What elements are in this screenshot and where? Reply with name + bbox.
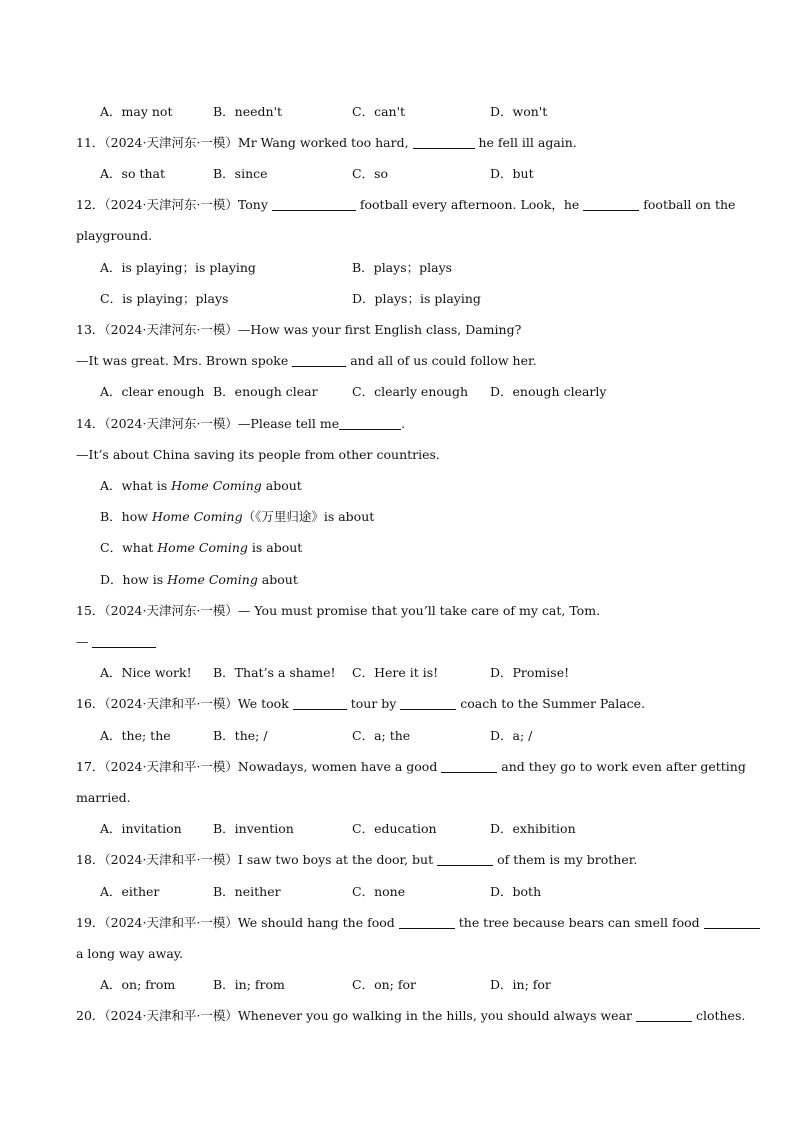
q20-stem bbox=[0, 1006, 794, 1026]
answer-blank bbox=[272, 196, 356, 211]
option-text: is about bbox=[247, 540, 303, 555]
q15-stem-text: 15．（2024·天津河东·一模）— You must promise that you’ll take care of my cat, Tom. bbox=[76, 603, 601, 618]
q12-stem-text: football every afternoon. Look，he bbox=[355, 197, 584, 212]
q11-option-c: C．so bbox=[352, 166, 389, 181]
q17-options bbox=[0, 819, 794, 839]
option-text: C．what bbox=[100, 540, 158, 555]
book-title: Home Coming bbox=[157, 540, 248, 555]
q17-stem-text: married. bbox=[76, 790, 131, 805]
q14-option-a bbox=[0, 476, 794, 496]
q19-option-a: A．on; from bbox=[100, 977, 176, 992]
q13-reply-text: —It was great. Mrs. Brown spoke bbox=[76, 353, 293, 368]
q19-option-c: C．on; for bbox=[352, 977, 416, 992]
q10-option-a: A．may not bbox=[100, 104, 173, 119]
q18-option-b: B．neither bbox=[213, 884, 281, 899]
answer-blank bbox=[437, 851, 493, 866]
q15-options bbox=[0, 663, 794, 683]
q10-option-c: C．can't bbox=[352, 104, 406, 119]
q13-options bbox=[0, 382, 794, 402]
q11-options bbox=[0, 164, 794, 184]
q10-option-d: D．won't bbox=[490, 104, 548, 119]
q17-option-c: C．education bbox=[352, 821, 437, 836]
q10-options bbox=[0, 102, 794, 122]
q17-stem-text: 17．（2024·天津和平·一模）Nowadays, women have a good bbox=[76, 759, 442, 774]
answer-blank bbox=[704, 914, 760, 929]
q14-stem-text: . bbox=[401, 416, 406, 431]
q17-option-b: B．invention bbox=[213, 821, 294, 836]
q11-option-d: D．but bbox=[490, 166, 534, 181]
q12-option-d: D．plays；is playing bbox=[352, 291, 481, 306]
option-text: D．how is bbox=[100, 572, 168, 587]
book-title: Home Coming bbox=[171, 478, 262, 493]
q17-stem bbox=[0, 757, 794, 777]
q11-stem-text: he fell ill again. bbox=[474, 135, 577, 150]
q11-stem-text: 11．（2024·天津河东·一模）Mr Wang worked too hard, bbox=[76, 135, 413, 150]
option-text: about bbox=[257, 572, 298, 587]
q15-reply-text: — bbox=[76, 634, 93, 649]
q16-option-d: D．a; / bbox=[490, 728, 533, 743]
q16-stem-text: coach to the Summer Palace. bbox=[456, 696, 646, 711]
q19-stem-cont bbox=[0, 944, 794, 964]
q11-stem bbox=[0, 133, 794, 153]
option-text: about bbox=[261, 478, 302, 493]
q19-option-b: B．in; from bbox=[213, 977, 285, 992]
q18-options bbox=[0, 882, 794, 902]
q14-reply bbox=[0, 445, 794, 465]
q11-option-b: B．since bbox=[213, 166, 268, 181]
book-title: Home Coming bbox=[167, 572, 258, 587]
q13-option-a: A．clear enough bbox=[100, 384, 205, 399]
q18-option-a: A．either bbox=[100, 884, 160, 899]
q20-stem-text: 20．（2024·天津和平·一模）Whenever you go walking in the hills, you should always wear bbox=[76, 1008, 636, 1023]
answer-blank bbox=[441, 758, 497, 773]
q12-stem bbox=[0, 195, 794, 215]
q12-option-c: C．is playing；plays bbox=[100, 291, 229, 306]
q12-stem-cont bbox=[0, 226, 794, 246]
q12-stem-text: 12．（2024·天津河东·一模）Tony bbox=[76, 197, 272, 212]
answer-blank bbox=[413, 134, 475, 149]
q19-stem-text: the tree because bears can smell food bbox=[454, 915, 704, 930]
q16-options bbox=[0, 726, 794, 746]
q19-stem-text: a long way away. bbox=[76, 946, 184, 961]
q11-option-a: A．so that bbox=[100, 166, 165, 181]
answer-blank bbox=[399, 914, 455, 929]
q16-stem bbox=[0, 694, 794, 714]
q12-option-b: B．plays；plays bbox=[352, 260, 453, 275]
q19-options bbox=[0, 975, 794, 995]
q17-stem-text: and they go to work even after getting bbox=[497, 759, 746, 774]
q18-stem-text: of them is my brother. bbox=[493, 852, 638, 867]
q18-option-c: C．none bbox=[352, 884, 406, 899]
q14-option-d bbox=[0, 570, 794, 590]
answer-blank bbox=[292, 352, 346, 367]
answer-blank bbox=[583, 196, 639, 211]
answer-blank bbox=[400, 695, 456, 710]
answer-blank bbox=[636, 1007, 692, 1022]
q12-stem-text: playground. bbox=[76, 228, 153, 243]
option-text: B．how bbox=[100, 509, 152, 524]
q17-option-d: D．exhibition bbox=[490, 821, 576, 836]
q12-stem-text: football on the bbox=[639, 197, 736, 212]
q14-option-c bbox=[0, 538, 794, 558]
q14-option-b bbox=[0, 507, 794, 527]
q20-stem-text: clothes. bbox=[691, 1008, 746, 1023]
q19-stem bbox=[0, 913, 794, 933]
q15-reply bbox=[0, 632, 794, 652]
q13-reply bbox=[0, 351, 794, 371]
q18-option-d: D．both bbox=[490, 884, 542, 899]
option-text: A．what is bbox=[100, 478, 172, 493]
q14-reply-text: —It’s about China saving its people from other countries. bbox=[76, 447, 440, 462]
q13-option-c: C．clearly enough bbox=[352, 384, 468, 399]
answer-blank bbox=[92, 633, 156, 648]
answer-blank bbox=[339, 415, 401, 430]
q15-stem bbox=[0, 601, 794, 621]
option-text: （《万里归途》is about bbox=[242, 509, 375, 524]
q19-stem-text: 19．（2024·天津和平·一模）We should hang the food bbox=[76, 915, 399, 930]
q16-option-a: A．the; the bbox=[100, 728, 171, 743]
q13-option-b: B．enough clear bbox=[213, 384, 318, 399]
q12-option-a: A．is playing；is playing bbox=[100, 260, 256, 275]
q15-option-b: B．That’s a shame! bbox=[213, 665, 336, 680]
q17-stem-cont bbox=[0, 788, 794, 808]
q18-stem bbox=[0, 850, 794, 870]
q13-reply-text: and all of us could follow her. bbox=[346, 353, 537, 368]
book-title: Home Coming bbox=[151, 509, 243, 524]
q12-options-row1 bbox=[0, 258, 794, 278]
answer-blank bbox=[293, 695, 347, 710]
q18-stem-text: 18．（2024·天津和平·一模）I saw two boys at the door, but bbox=[76, 852, 438, 867]
q16-stem-text: 16．（2024·天津和平·一模）We took bbox=[76, 696, 293, 711]
q13-stem bbox=[0, 320, 794, 340]
q16-option-b: B．the; / bbox=[213, 728, 268, 743]
q15-option-c: C．Here it is! bbox=[352, 665, 439, 680]
q14-stem bbox=[0, 414, 794, 434]
q13-stem-text: 13．（2024·天津河东·一模）—How was your first English class, Daming? bbox=[76, 322, 522, 337]
q15-option-a: A．Nice work! bbox=[100, 665, 192, 680]
q16-option-c: C．a; the bbox=[352, 728, 411, 743]
q15-option-d: D．Promise! bbox=[490, 665, 570, 680]
q17-option-a: A．invitation bbox=[100, 821, 182, 836]
q16-stem-text: tour by bbox=[346, 696, 401, 711]
q13-option-d: D．enough clearly bbox=[490, 384, 607, 399]
q19-option-d: D．in; for bbox=[490, 977, 551, 992]
q12-options-row2 bbox=[0, 289, 794, 309]
q10-option-b: B．needn't bbox=[213, 104, 283, 119]
q14-stem-text: 14．（2024·天津河东·一模）—Please tell me bbox=[76, 416, 340, 431]
